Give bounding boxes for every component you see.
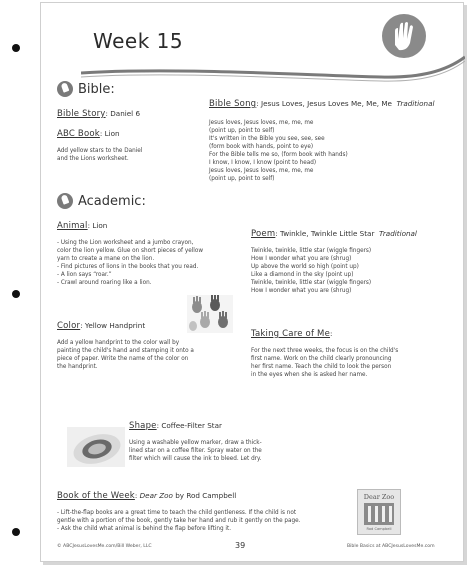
academic-heading: [57, 193, 146, 209]
shape-line: [129, 421, 222, 431]
poem-text-line: Like a diamond in the sky (point up): [251, 272, 354, 278]
care-value: :: [330, 329, 333, 338]
shape-text: [129, 439, 262, 463]
color-text-line: piece of paper. Write the name of the color on: [57, 356, 189, 362]
song-line: Jesus loves, Jesus loves, me, me, me: [209, 120, 314, 126]
book-cover-author: Rod Campbell: [366, 527, 392, 531]
hole-punch: [12, 290, 20, 298]
abc-book-value: : Lion: [99, 129, 120, 138]
hand-logo-icon: [379, 11, 429, 61]
book-title: Dear Zoo: [139, 491, 173, 500]
animal-text-line: - Using the Lion worksheet and a jumbo crayon,: [57, 240, 194, 246]
academic-heading-text: Academic:: [78, 193, 146, 209]
book-cover-title: Dear Zoo: [363, 493, 395, 501]
animal-value: : Lion: [87, 221, 108, 230]
song-line: (form book with hands, point to eye): [209, 144, 314, 150]
care-line: [251, 329, 332, 339]
coffee-filter-star-image: [67, 427, 125, 467]
hand-bullet-icon: [57, 81, 73, 97]
page-title: Week 15: [93, 29, 184, 53]
abc-book-text: [57, 147, 142, 163]
abc-text-line: and the Lions worksheet.: [57, 156, 129, 162]
song-line: I know, I know, I know (point to head): [209, 160, 317, 166]
bible-heading-text: Bible:: [78, 81, 115, 97]
poem-text-line: Twinkle, twinkle, little star (wiggle fingers): [251, 248, 372, 254]
song-line: (point up, point to self): [209, 128, 275, 134]
footer-copyright: © ABCJesusLovesMe.com/Bill Weber, LLC: [57, 544, 152, 549]
abc-text-line: Add yellow stars to the Daniel: [57, 148, 143, 154]
poem-value: : Twinkle, Twinkle Little Star: [275, 229, 375, 238]
hole-punch: [12, 44, 20, 52]
color-line: [57, 321, 145, 331]
animal-text-line: - Crawl around roaring like a lion.: [57, 280, 152, 286]
animal-label: Animal: [57, 221, 88, 231]
shape-value: : Coffee-Filter Star: [156, 421, 222, 430]
bible-story-value: : Daniel 6: [105, 109, 141, 118]
song-line: (point up, point to self): [209, 176, 275, 182]
bible-story-label: Bible Story: [57, 109, 106, 119]
book-text-line: - Lift-the-flap books are a great time to teach the child gentleness. If the child is not: [57, 510, 297, 516]
song-line: For the Bible tells me so, (form book with hands): [209, 152, 348, 158]
care-text-line: For the next three weeks, the focus is on the child's: [251, 348, 399, 354]
footer-credit: Bible Basics at ABCJesusLovesMe.com: [347, 544, 435, 549]
poem-label: Poem: [251, 229, 276, 239]
shape-text-line: lined star on a coffee filter. Spray water on the: [129, 448, 262, 454]
poem-text: [251, 247, 371, 295]
care-text-line: her first name. Teach the child to look the person: [251, 364, 392, 370]
color-label: Color: [57, 321, 81, 331]
page-number: 39: [235, 541, 246, 550]
bible-song-value: : Jesus Loves, Jesus Loves Me, Me, Me: [256, 99, 392, 108]
book-cover-crate-icon: [364, 503, 394, 525]
worksheet-page: [40, 2, 464, 562]
animal-text-line: yarn to create a mane on the lion.: [57, 256, 155, 262]
hand-bullet-icon: [57, 193, 73, 209]
care-label: Taking Care of Me: [251, 329, 331, 339]
dear-zoo-book-cover: [357, 489, 401, 535]
book-of-week-text: [57, 509, 300, 533]
poem-text-line: Twinkle, twinkle, little star (wiggle fingers): [251, 280, 372, 286]
bible-song-line: [209, 99, 434, 109]
bible-story-line: [57, 109, 140, 119]
care-text-line: in the eyes when she is asked her name.: [251, 372, 368, 378]
book-of-week-label: Book of the Week: [57, 491, 135, 501]
hole-punch: [12, 528, 20, 536]
shape-text-line: filter which will cause the ink to bleed. Let dry.: [129, 456, 262, 462]
bible-song-tag: Traditional: [396, 99, 435, 108]
abc-book-label: ABC Book: [57, 129, 100, 139]
color-text-line: the handprint.: [57, 364, 98, 370]
bible-heading: [57, 81, 115, 97]
abc-book-line: [57, 129, 120, 139]
poem-text-line: How I wonder what you are (shrug): [251, 256, 352, 262]
poem-tag: Traditional: [379, 229, 417, 238]
animal-text: [57, 239, 203, 287]
color-text-line: Add a yellow handprint to the color wall by: [57, 340, 180, 346]
animal-line: [57, 221, 107, 231]
song-line: It's written in the Bible you see, see, see: [209, 136, 325, 142]
poem-text-line: Up above the world so high (point up): [251, 264, 359, 270]
care-text: [251, 347, 398, 379]
poem-line: [251, 229, 417, 239]
animal-text-line: - Find pictures of lions in the books that you read.: [57, 264, 199, 270]
color-value: : Yellow Handprint: [80, 321, 146, 330]
book-author: by Rod Campbell: [172, 491, 237, 500]
poem-text-line: How I wonder what you are (shrug): [251, 288, 352, 294]
care-text-line: first name. Work on the child clearly pronouncing: [251, 356, 392, 362]
animal-text-line: color the lion yellow. Glue on short pieces of yellow: [57, 248, 204, 254]
song-line: Jesus loves, Jesus loves, me, me, me: [209, 168, 314, 174]
color-text-line: painting the child's hand and stamping it onto a: [57, 348, 194, 354]
animal-text-line: - A lion says “roar.”: [57, 272, 112, 278]
book-of-week-line: Book of the Week: Dear Zoo by Rod Campbell: [57, 491, 237, 501]
handprints-image: [187, 295, 233, 333]
shape-label: Shape: [129, 421, 157, 431]
book-text-line: gentle with a portion of the book, gently take her hand and rub it gently on the page.: [57, 518, 301, 524]
bible-song-label: Bible Song: [209, 99, 257, 109]
color-text: [57, 339, 194, 371]
bible-song-lyrics: [209, 119, 348, 183]
shape-text-line: Using a washable yellow marker, draw a thick-: [129, 440, 262, 446]
book-text-line: - Ask the child what animal is behind the flap before lifting it.: [57, 526, 232, 532]
